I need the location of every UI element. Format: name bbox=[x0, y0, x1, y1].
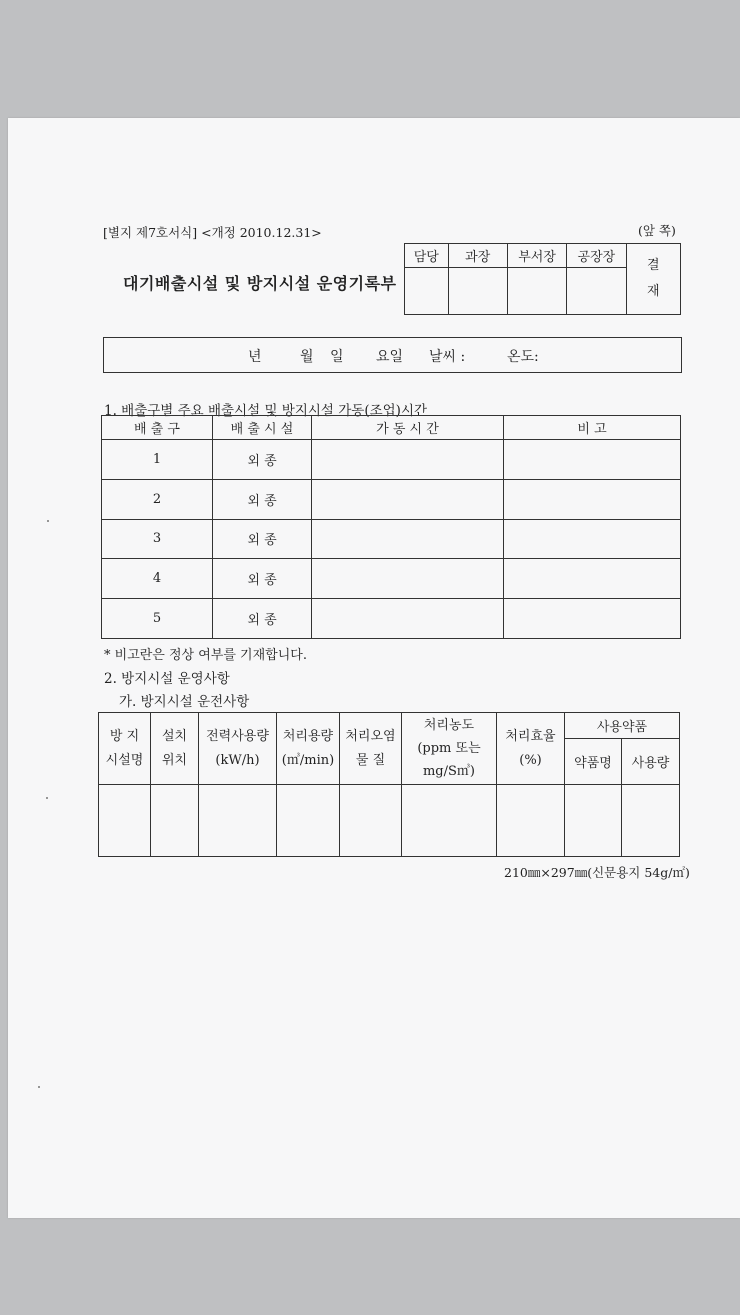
col-header-pollutant bbox=[340, 713, 402, 785]
col-header-efficiency bbox=[497, 713, 565, 785]
header-line: 시설명 bbox=[105, 752, 144, 768]
remarks-cell[interactable] bbox=[504, 479, 681, 519]
col-header-chemical-amount: 사용량 bbox=[622, 739, 680, 785]
outlet-cell: 1 bbox=[102, 440, 213, 480]
section2-heading: 2. 방지시설 운영사항 bbox=[104, 671, 230, 687]
header-line: 위치 bbox=[161, 752, 188, 768]
col-header-chemical-name: 약품명 bbox=[565, 739, 622, 785]
chemical-name-cell[interactable] bbox=[565, 785, 622, 857]
outlet-cell: 5 bbox=[102, 599, 213, 639]
document-title: 대기배출시설 및 방지시설 운영기록부 bbox=[123, 274, 397, 293]
chemical-amount-cell[interactable] bbox=[622, 785, 680, 857]
date-weather: 날씨 : bbox=[429, 349, 466, 365]
operation-time-cell[interactable] bbox=[312, 519, 504, 559]
remarks-cell[interactable] bbox=[504, 519, 681, 559]
remarks-note: * 비고란은 정상 여부를 기재합니다. bbox=[104, 648, 307, 663]
table-row bbox=[102, 440, 681, 480]
paper-size-note: 210㎜×297㎜(신문용지 54g/㎡) bbox=[504, 865, 690, 880]
facility-cell: 외 종 bbox=[213, 599, 312, 639]
header-line: mg/S㎥) bbox=[422, 764, 475, 779]
header-line: 처리오염 bbox=[345, 728, 396, 744]
header-line: 방 지 bbox=[109, 728, 140, 744]
approval-header: 과장 bbox=[448, 244, 507, 268]
approval-sign-cell[interactable] bbox=[567, 268, 626, 315]
section2-subheading: 가. 방지시설 운전사항 bbox=[119, 694, 250, 710]
date-month: 월 bbox=[300, 349, 314, 365]
date-line-box bbox=[103, 337, 682, 373]
header-line: (㎥/min) bbox=[281, 752, 335, 768]
margin-speck bbox=[46, 797, 48, 799]
facility-cell: 외 종 bbox=[213, 479, 312, 519]
location-cell[interactable] bbox=[151, 785, 199, 857]
table-row bbox=[102, 599, 681, 639]
header-line: 처리용량 bbox=[282, 728, 334, 744]
concentration-cell[interactable] bbox=[402, 785, 497, 857]
approval-label-top: 결 bbox=[646, 258, 660, 273]
facility-cell: 외 종 bbox=[213, 440, 312, 480]
date-temperature: 온도: bbox=[507, 349, 539, 365]
col-header-volume bbox=[277, 713, 340, 785]
col-header-operation-time: 가 동 시 간 bbox=[312, 416, 504, 440]
volume-cell[interactable] bbox=[277, 785, 340, 857]
approval-label-bottom: 재 bbox=[646, 284, 660, 299]
control-facility-table bbox=[98, 712, 680, 857]
header-line: 설치 bbox=[161, 728, 188, 744]
approval-sign-cell[interactable] bbox=[405, 268, 449, 315]
outlet-cell: 3 bbox=[102, 519, 213, 559]
remarks-cell[interactable] bbox=[504, 559, 681, 599]
col-header-remarks: 비 고 bbox=[504, 416, 681, 440]
header-line: 전력사용량 bbox=[206, 728, 269, 744]
col-header-location bbox=[151, 713, 199, 785]
approval-header: 공장장 bbox=[567, 244, 626, 268]
approval-table bbox=[404, 243, 681, 315]
approval-header: 부서장 bbox=[507, 244, 566, 268]
col-header-concentration bbox=[402, 713, 497, 785]
date-year: 년 bbox=[248, 349, 262, 365]
approval-sign-cell[interactable] bbox=[448, 268, 507, 315]
section1-heading: 1. 배출구별 주요 배출시설 및 방지시설 가동(조업)시간 bbox=[104, 403, 428, 419]
approval-sign-cell[interactable] bbox=[507, 268, 566, 315]
remarks-cell[interactable] bbox=[504, 599, 681, 639]
col-header-power bbox=[199, 713, 277, 785]
table-row bbox=[102, 519, 681, 559]
approval-label bbox=[626, 244, 680, 315]
operation-time-cell[interactable] bbox=[312, 440, 504, 480]
header-line: (%) bbox=[519, 752, 542, 768]
table-row bbox=[102, 559, 681, 599]
header-line: (ppm 또는 bbox=[417, 741, 481, 756]
header-line: 물 질 bbox=[355, 752, 386, 768]
table-row bbox=[102, 479, 681, 519]
col-header-facility: 배 출 시 설 bbox=[213, 416, 312, 440]
margin-speck bbox=[47, 520, 49, 522]
page-side-label: (앞 쪽) bbox=[638, 223, 676, 238]
col-header-facility-name bbox=[99, 713, 151, 785]
header-line: (kW/h) bbox=[215, 752, 260, 768]
power-cell[interactable] bbox=[199, 785, 277, 857]
header-line: 처리농도 bbox=[423, 718, 475, 733]
date-weekday: 요일 bbox=[376, 349, 404, 365]
outlet-cell: 2 bbox=[102, 479, 213, 519]
header-line: 처리효율 bbox=[505, 728, 556, 744]
col-header-chemicals: 사용약품 bbox=[565, 713, 680, 739]
pollutant-cell[interactable] bbox=[340, 785, 402, 857]
date-day: 일 bbox=[330, 349, 344, 365]
operation-time-cell[interactable] bbox=[312, 559, 504, 599]
operation-time-table bbox=[101, 415, 681, 639]
remarks-cell[interactable] bbox=[504, 440, 681, 480]
operation-time-cell[interactable] bbox=[312, 479, 504, 519]
col-header-outlet: 배 출 구 bbox=[102, 416, 213, 440]
operation-time-cell[interactable] bbox=[312, 599, 504, 639]
facility-cell: 외 종 bbox=[213, 519, 312, 559]
facility-cell: 외 종 bbox=[213, 559, 312, 599]
efficiency-cell[interactable] bbox=[497, 785, 565, 857]
form-number: [별지 제7호서식] <개정 2010.12.31> bbox=[103, 225, 322, 240]
facility-name-cell[interactable] bbox=[99, 785, 151, 857]
approval-header: 담당 bbox=[405, 244, 449, 268]
margin-speck bbox=[38, 1086, 40, 1088]
table-row bbox=[99, 785, 680, 857]
outlet-cell: 4 bbox=[102, 559, 213, 599]
